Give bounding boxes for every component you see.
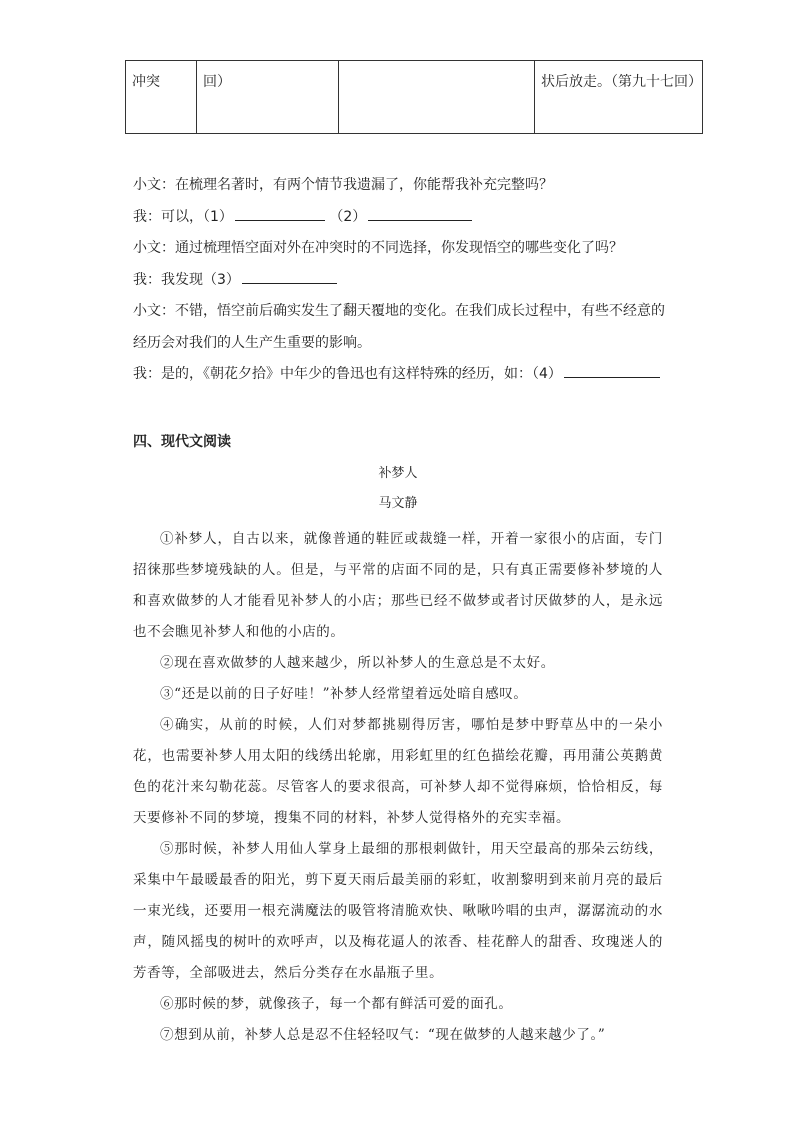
dialogue-text: 小文：不错，悟空前后确实发生了翻天覆地的变化。在我们成长过程中，有些不经意的 bbox=[133, 303, 665, 319]
dialogue-block bbox=[133, 170, 693, 391]
dialogue-text: 我：可以，（1） bbox=[133, 208, 233, 225]
dialogue-line bbox=[133, 233, 693, 265]
answer-blank-4[interactable] bbox=[564, 360, 660, 378]
dialogue-text: 我：我发现（3） bbox=[133, 271, 240, 288]
essay-paragraph: ⑥那时候的梦，就像孩子，每一个都有鲜活可爱的面孔。 bbox=[160, 996, 513, 1012]
table-cell: 回） bbox=[197, 61, 339, 134]
dialogue-text: 小文：在梳理名著时，有两个情节我遗漏了，你能帮我补充完整吗？ bbox=[133, 177, 553, 193]
answer-blank-3[interactable] bbox=[242, 266, 337, 284]
answer-blank-1[interactable] bbox=[235, 203, 325, 221]
table-cell-empty bbox=[339, 61, 535, 134]
essay-paragraph: ⑦想到从前，补梦人总是忍不住轻轻叹气：“现在做梦的人越来越少了。” bbox=[160, 1027, 606, 1043]
dialogue-text: 经历会对我们的人生产生重要的影响。 bbox=[133, 334, 371, 351]
dialogue-line bbox=[133, 359, 693, 391]
section-heading: 四、现代文阅读 bbox=[133, 434, 231, 450]
dialogue-text: 小文：通过梳理悟空面对外在冲突时的不同选择，你发现悟空的哪些变化了吗？ bbox=[133, 240, 623, 256]
essay-title: 补梦人 bbox=[378, 466, 418, 481]
essay-author: 马文静 bbox=[378, 496, 418, 511]
dialogue-text: （2） bbox=[329, 208, 367, 225]
essay bbox=[133, 460, 663, 1051]
dialogue-text: 我：是的，《朝花夕拾》中年少的鲁迅也有这样特殊的经历，如：（4） bbox=[133, 366, 562, 382]
dialogue-line bbox=[133, 296, 693, 328]
essay-paragraph: ④确实，从前的时候，人们对梦都挑剔得厉害，哪怕是梦中野草丛中的一朵小花，也需要补梦人用太阳的线绣出轮廓，用彩虹里的红色描绘花瓣，再用蒲公英鹅黄色的花汁来勾勒花蕊。尽管客人的要求很高，可补梦人却不觉得麻烦，恰恰相反，每天要修补不同的梦境，搜集不同的材料，补梦人觉得格外的充实幸福。 bbox=[133, 717, 663, 826]
table-cell: 冲突 bbox=[126, 61, 197, 134]
answer-blank-2[interactable] bbox=[368, 203, 472, 221]
table-cell: 状后放走。（第九十七回） bbox=[535, 61, 703, 134]
essay-paragraph: ⑤那时候，补梦人用仙人掌身上最细的那根刺做针，用天空最高的那朵云纺线，采集中午最暖最香的阳光，剪下夏天雨后最美丽的彩虹，收割黎明到来前月亮的最后一束光线，还要用一根充满魔法的吸管将清脆欢快、啾啾吟唱的虫声，潺潺流动的水声，随风摇曳的树叶的欢呼声，以及梅花逼人的浓香、桂花醉人的甜香、玫瑰迷人的芳香等，全部吸进去，然后分类存在水晶瓶子里。 bbox=[133, 841, 663, 981]
dialogue-line bbox=[133, 202, 693, 234]
plot-summary-table-fragment bbox=[125, 60, 703, 134]
essay-paragraph: ①补梦人，自古以来，就像普通的鞋匠或裁缝一样，开着一家很小的店面，专门招徕那些梦境残缺的人。但是，与平常的店面不同的是，只有真正需要修补梦境的人和喜欢做梦的人才能看见补梦人的小店；那些已经不做梦或者讨厌做梦的人，是永远也不会瞧见补梦人和他的小店的。 bbox=[133, 531, 663, 640]
essay-paragraph: ③“还是以前的日子好哇！”补梦人经常望着远处暗自感叹。 bbox=[160, 686, 528, 702]
dialogue-line bbox=[133, 328, 693, 360]
table-row bbox=[126, 61, 703, 134]
essay-paragraph: ②现在喜欢做梦的人越来越少，所以补梦人的生意总是不太好。 bbox=[160, 655, 555, 671]
dialogue-line bbox=[133, 265, 693, 297]
dialogue-line bbox=[133, 170, 693, 202]
